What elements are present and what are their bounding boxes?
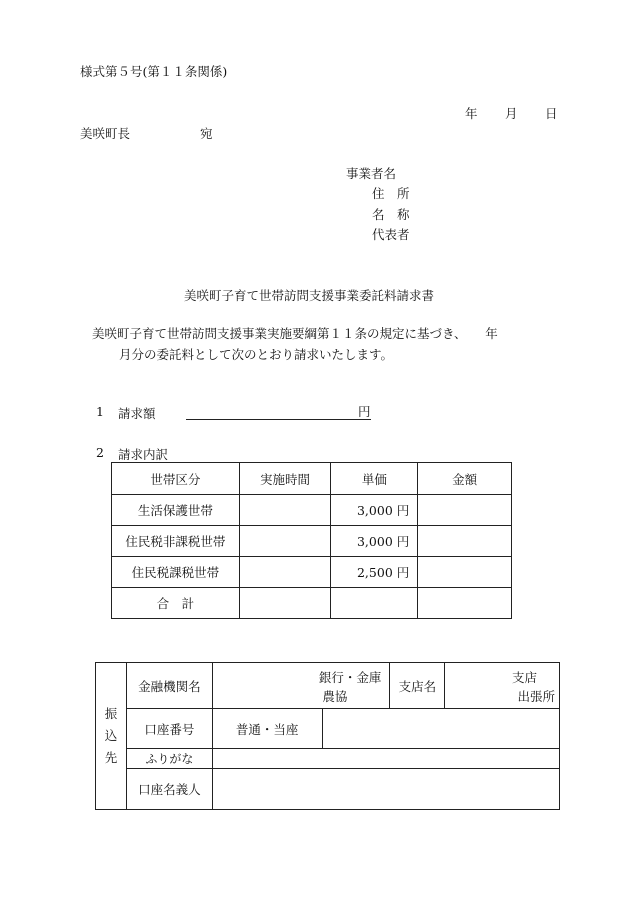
header-amount: 金額 bbox=[418, 463, 512, 495]
breakdown-header-row bbox=[112, 463, 512, 495]
row-unit-price: 2,500 円 bbox=[331, 557, 418, 588]
document-title: 美咲町子育て世帯訪問支援事業委託料請求書 bbox=[184, 288, 435, 303]
side-char-1: 振 bbox=[104, 706, 118, 721]
row-hours bbox=[239, 526, 331, 557]
name-label: 名 称 bbox=[372, 207, 410, 222]
claim-amount-underline bbox=[186, 419, 358, 420]
addressee-suffix: 宛 bbox=[200, 126, 213, 141]
account-holder-label: 口座名義人 bbox=[126, 769, 212, 810]
account-number-label: 口座番号 bbox=[126, 709, 212, 749]
header-category: 世帯区分 bbox=[112, 463, 240, 495]
side-char-2: 込 bbox=[104, 728, 118, 743]
bank-table bbox=[95, 662, 560, 810]
bank-type-line1: 銀行・金庫 bbox=[318, 670, 382, 685]
row-unit-price: 3,000 円 bbox=[331, 495, 418, 526]
bank-type-line2: 農協 bbox=[322, 689, 348, 704]
row-amount bbox=[418, 557, 512, 588]
furigana-value bbox=[212, 749, 559, 769]
total-row bbox=[112, 588, 512, 619]
section1-label: 請求額 bbox=[118, 406, 156, 421]
bank-side-label bbox=[96, 663, 127, 810]
body-line-2: 月分の委託料として次のとおり請求いたします。 bbox=[119, 347, 394, 362]
date-day-label: 日 bbox=[545, 106, 558, 121]
address-label: 住 所 bbox=[372, 186, 410, 201]
representative-label: 代表者 bbox=[372, 227, 410, 242]
section2-number: 2 bbox=[96, 445, 104, 460]
row-amount bbox=[418, 526, 512, 557]
breakdown-table bbox=[111, 462, 512, 619]
applicant-heading: 事業者名 bbox=[346, 166, 397, 181]
total-unit-price bbox=[331, 588, 418, 619]
form-number: 様式第５号(第１１条関係) bbox=[80, 64, 228, 79]
account-holder-value bbox=[212, 769, 559, 810]
row-hours bbox=[239, 557, 331, 588]
account-holder-row bbox=[96, 769, 560, 810]
branch-label: 支店名 bbox=[390, 663, 445, 709]
table-row bbox=[112, 495, 512, 526]
addressee: 美咲町長 bbox=[80, 126, 131, 141]
total-hours bbox=[239, 588, 331, 619]
furigana-row bbox=[96, 749, 560, 769]
branch-type-line2: 出張所 bbox=[517, 689, 555, 704]
branch-type-line1: 支店 bbox=[511, 670, 537, 685]
row-amount bbox=[418, 495, 512, 526]
row-category: 住民税非課税世帯 bbox=[112, 526, 240, 557]
account-number-value bbox=[322, 709, 559, 749]
section1-number: 1 bbox=[96, 404, 104, 419]
branch-value bbox=[445, 663, 560, 709]
row-category: 住民税課税世帯 bbox=[112, 557, 240, 588]
total-amount bbox=[418, 588, 512, 619]
date-month-label: 月 bbox=[505, 106, 518, 121]
header-unit-price: 単価 bbox=[331, 463, 418, 495]
account-type: 普通・当座 bbox=[212, 709, 322, 749]
date-year-label: 年 bbox=[465, 106, 478, 121]
institution-label: 金融機関名 bbox=[126, 663, 212, 709]
section1-unit: 円 bbox=[358, 404, 371, 419]
bank-institution-row bbox=[96, 663, 560, 709]
account-number-row bbox=[96, 709, 560, 749]
furigana-label: ふりがな bbox=[126, 749, 212, 769]
total-label: 合 計 bbox=[112, 588, 240, 619]
row-category: 生活保護世帯 bbox=[112, 495, 240, 526]
table-row bbox=[112, 526, 512, 557]
institution-value bbox=[212, 663, 390, 709]
row-hours bbox=[239, 495, 331, 526]
row-unit-price: 3,000 円 bbox=[331, 526, 418, 557]
side-char-3: 先 bbox=[104, 750, 118, 765]
table-row bbox=[112, 557, 512, 588]
section2-label: 請求内訳 bbox=[118, 447, 169, 462]
header-hours: 実施時間 bbox=[239, 463, 331, 495]
body-line-1: 美咲町子育て世帯訪問支援事業実施要綱第１１条の規定に基づき、 年 bbox=[92, 326, 498, 341]
